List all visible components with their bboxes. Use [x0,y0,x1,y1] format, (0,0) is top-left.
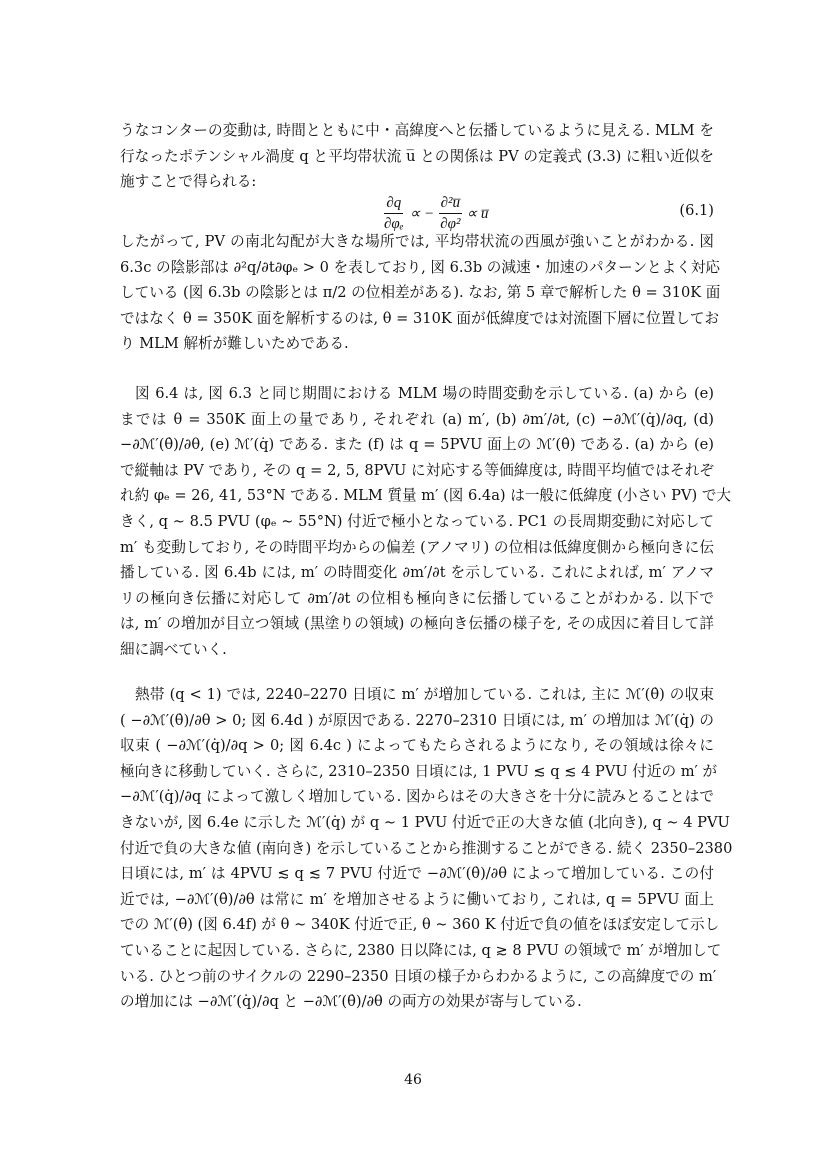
text-line: 6.3c の陰影部は ∂²q/∂t∂φₑ > 0 を表しており, 図 6.3b の減速・加速のパターンとよく対応 [120,258,721,276]
text-line: いる. ひとつ前のサイクルの 2290–2350 日頃の様子からわかるように, この高緯度での m′ [120,967,717,985]
text-line: 施すことで得られる: [120,173,257,191]
fraction-rhs [438,193,462,234]
text-line: で縦軸は PV であり, その q = 2, 5, 8PVU に対応する等価緯度は, 時間平均値ではそれぞ [120,461,714,479]
text-line: り MLM 解析が難しいためである. [120,335,349,353]
proportional-minus: ∝ − [409,205,435,222]
text-line: 日頃には, m′ は 4PVU ≲ q ≲ 7 PVU 付近で −∂ℳ′(θ̇)/∂θ によって増加している. この付 [120,865,714,883]
text-line: れ約 φₑ = 26, 41, 53°N である. MLM 質量 m′ (図 6.4a) は一般に低緯度 (小さい PV) で大 [120,487,732,505]
text-line: ( −∂ℳ′(θ̇)/∂θ > 0; 図 6.4d ) が原因である. 2270–2310 日頃には, m′ の増加は ℳ′(q̇) の [120,711,714,729]
text-line: −∂ℳ′(q̇)/∂q によって激しく増加している. 図からはその大きさを十分に読みとることはで [120,788,714,806]
paragraph-intro [120,118,714,195]
paragraph-pv-gradient [120,229,721,357]
rhs-numerator: ∂²u̅ [439,193,462,214]
text-line: までは θ = 350K 面上の量であり, それぞれ (a) m′, (b) ∂m′/∂t, (c) −∂ℳ′(q̇)/∂q, (d) [120,410,714,428]
paragraph-tropics [120,682,733,1015]
text-line: リの極向き伝播に対応して ∂m′/∂t の位相も極向きに伝播していることがわかる. 以下で [120,589,714,607]
text-line: 近では, −∂ℳ′(θ̇)/∂θ は常に m′ を増加させるように働いており, これは, q = 5PVU 面上 [120,890,714,908]
text-line: うなコンターの変動は, 時間とともに中・高緯度へと伝播しているように見える. MLM を [120,122,714,139]
paragraph-fig-6-4 [120,381,732,663]
text-line: ていることに起因している. さらに, 2380 日以降には, q ≳ 8 PVU の領域で m′ が増加して [120,941,722,959]
text-line: は, m′ の増加が目立つ領域 (黒塗りの領域) の極向き伝播の様子を, その成因に着目して詳 [120,615,714,633]
lhs-denominator: ∂φₑ [384,215,404,232]
text-line: 熱帯 (q < 1) では, 2240–2270 日頃に m′ が増加している. これは, 主に ℳ′(θ̇) の収束 [135,686,714,703]
text-line: きく, q ∼ 8.5 PVU (φₑ ∼ 55°N) 付近で極小となっている. PC1 の長周期変動に対応して [120,512,714,530]
proportional-ubar: ∝ u̅ [466,205,489,222]
text-line: 収束 ( −∂ℳ′(q̇)/∂q > 0; 図 6.4c ) によってもたらされるようになり, その領域は徐々に [120,737,714,755]
text-line: ではなく θ = 350K 面を解析するのは, θ = 310K 面が低緯度では対流圏下層に位置してお [120,309,720,327]
text-line: したがって, PV の南北勾配が大きな場所では, 平均帯状流の西風が強いことがわかる. 図 [120,233,714,250]
text-line: 極向きに移動していく. さらに, 2310–2350 日頃には, 1 PVU ≲ q ≲ 4 PVU 付近の m′ が [120,762,718,780]
text-line: 付近で負の大きな値 (南向き) を示していることから推測することができる. 続く 2350–2380 [120,839,733,857]
text-line: きないが, 図 6.4e に示した ℳ′(q̇) が q ∼ 1 PVU 付近で正の大きな値 (北向き), q ∼ 4 PVU [120,813,730,831]
fraction-lhs [382,193,406,234]
text-line: 細に調べていく. [120,640,227,658]
page-number: 46 [404,1072,422,1088]
text-line: の増加には −∂ℳ′(q̇)/∂q と −∂ℳ′(θ̇)/∂θ の両方の効果が寄与している. [120,993,582,1011]
rhs-denominator: ∂φ² [440,215,461,232]
equation-number: (6.1) [679,202,714,219]
text-line: m′ も変動しており, その時間平均からの偏差 (アノマリ) の位相は低緯度側から極向きに伝 [120,538,714,556]
text-line: 図 6.4 は, 図 6.3 と同じ期間における MLM 場の時間変動を示している. (a) から (e) [135,385,714,402]
text-line: 播している. 図 6.4b には, m′ の時間変化 ∂m′/∂t を示している. これによれば, m′ アノマ [120,564,714,582]
lhs-numerator: ∂q [384,193,403,214]
text-line: −∂ℳ′(θ̇)/∂θ, (e) ℳ′(q̇) である. また (f) は q = 5PVU 面上の ℳ′(θ̇) である. (a) から (e) [120,436,714,454]
text-line: での ℳ′(θ̇) (図 6.4f) が θ ∼ 340K 付近で正, θ ∼ 360 K 付近で負の値をほぼ安定して示し [120,916,720,934]
text-line: している (図 6.3b の陰影とは π/2 の位相差がある). なお, 第 5 章で解析した θ = 310K 面 [120,284,721,302]
text-line: 行なったポテンシャル渦度 q と平均帯状流 u̅ との関係は PV の定義式 (3.3) に粗い近似を [120,147,714,165]
